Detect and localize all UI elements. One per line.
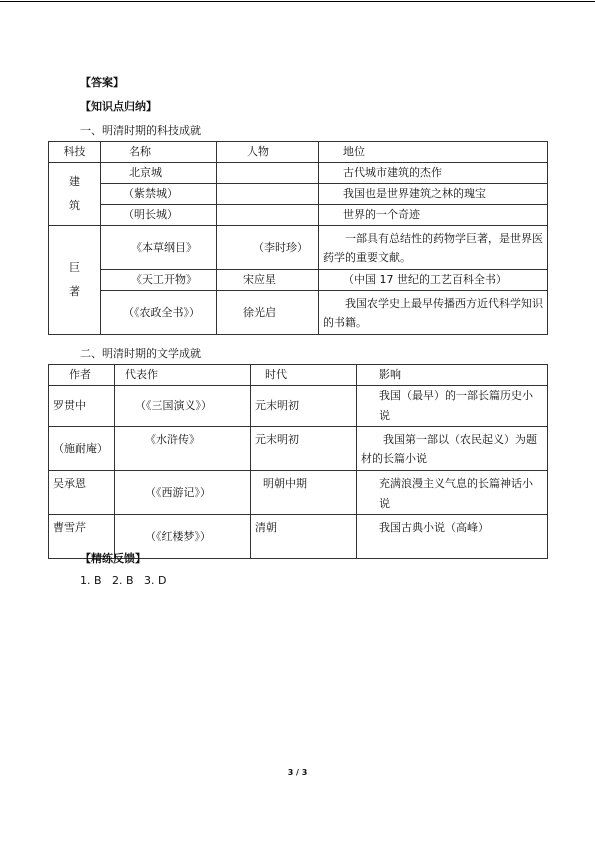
header-cell: 地位: [319, 142, 548, 163]
table-header-row: [49, 142, 548, 163]
header-cell: 科技: [49, 142, 101, 163]
name-cell: （《农政全书》）: [101, 291, 217, 335]
table-row: [49, 184, 548, 205]
page-number: 3 / 3: [287, 768, 308, 777]
table-row: [49, 427, 548, 471]
header-cell: 人物: [217, 142, 319, 163]
impact-cell: 我国第一部以（农民起义）为题材的长篇小说: [357, 427, 548, 471]
author-cell: （施耐庵）: [49, 427, 115, 471]
work-cell: （《三国演义》）: [115, 386, 251, 427]
header-cell: 影响: [357, 365, 548, 386]
era-cell: 清朝: [251, 515, 357, 559]
table-row: [49, 291, 548, 335]
table-row: [49, 226, 548, 270]
top-rule: [0, 1, 595, 2]
answer-heading: 【答案】: [80, 76, 124, 89]
table-header-row: [49, 365, 548, 386]
status-cell: （中国 17 世纪的工艺百科全书）: [319, 270, 548, 291]
science-table: [48, 141, 548, 335]
name-cell: 北京城: [101, 163, 217, 184]
name-cell: （紫禁城）: [101, 184, 217, 205]
person-cell: [217, 184, 319, 205]
header-cell: 时代: [251, 365, 357, 386]
name-cell: （明长城）: [101, 205, 217, 226]
table-row: [49, 205, 548, 226]
status-cell: 古代城市建筑的杰作: [319, 163, 548, 184]
header-cell: 代表作: [115, 365, 251, 386]
status-cell: 一部具有总结性的药物学巨著，是世界医药学的重要文献。: [319, 226, 548, 270]
work-cell: （《红楼梦》）: [115, 515, 251, 559]
impact-cell: 充满浪漫主义气息的长篇神话小说: [357, 471, 548, 515]
group-char: 巨: [69, 261, 80, 274]
table-row: [49, 270, 548, 291]
person-cell: 徐光启: [217, 291, 319, 335]
practice-heading: 【精练反馈】: [80, 552, 146, 565]
author-cell: 曹雪芹: [49, 515, 115, 559]
group-masterpieces: [49, 226, 101, 335]
group-char: 建: [69, 175, 80, 188]
person-cell: 宋应星: [217, 270, 319, 291]
person-cell: [217, 163, 319, 184]
status-cell: 我国也是世界建筑之林的瑰宝: [319, 184, 548, 205]
answers-line: 1. B 2. B 3. D: [80, 574, 167, 587]
header-cell: 名称: [101, 142, 217, 163]
header-cell: 作者: [49, 365, 115, 386]
group-architecture: [49, 163, 101, 226]
status-cell: 我国农学史上最早传播西方近代科学知识的书籍。: [319, 291, 548, 335]
impact-cell: 我国古典小说（高峰）: [357, 515, 548, 559]
author-cell: 吴承恩: [49, 471, 115, 515]
status-cell: 世界的一个奇迹: [319, 205, 548, 226]
name-cell: 《天工开物》: [101, 270, 217, 291]
section2-title: 二、明清时期的文学成就: [80, 347, 201, 360]
summary-heading: 【知识点归纳】: [80, 100, 157, 113]
literature-table: [48, 364, 548, 559]
era-cell: 元末明初: [251, 427, 357, 471]
table-row: [49, 163, 548, 184]
era-cell: 明朝中期: [251, 471, 357, 515]
person-cell: （李时珍）: [217, 226, 319, 270]
group-char: 筑: [69, 199, 80, 212]
impact-cell: 我国（最早）的一部长篇历史小说: [357, 386, 548, 427]
author-cell: 罗贯中: [49, 386, 115, 427]
section1-title: 一、明清时期的科技成就: [80, 124, 201, 137]
table-row: [49, 471, 548, 515]
era-cell: 元末明初: [251, 386, 357, 427]
name-cell: 《本草纲目》: [101, 226, 217, 270]
group-char: 著: [69, 285, 80, 298]
table-row: [49, 386, 548, 427]
person-cell: [217, 205, 319, 226]
work-cell: 《水浒传》: [115, 427, 251, 471]
work-cell: （《西游记》）: [115, 471, 251, 515]
